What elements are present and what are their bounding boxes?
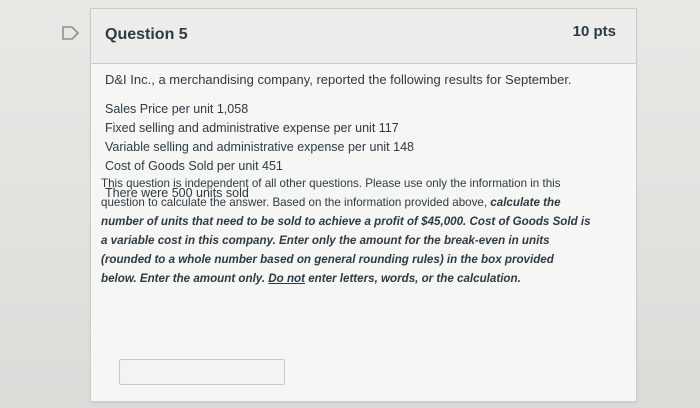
flag-question-icon[interactable] bbox=[62, 25, 80, 41]
question-header bbox=[91, 9, 636, 64]
facts-list bbox=[105, 100, 618, 176]
units-sold-text: There were 500 units sold bbox=[105, 186, 249, 200]
question-intro: D&I Inc., a merchandising company, reported the following results for September. bbox=[105, 72, 572, 87]
instructions-do-not: Do not bbox=[268, 272, 305, 285]
question-title: Question 5 bbox=[105, 26, 188, 43]
question-card bbox=[90, 8, 637, 402]
instructions-plain: This question is independent of all other questions. Please use only the information in this question to calculate the answer. Based on the information provided above, bbox=[101, 177, 561, 209]
answer-input[interactable] bbox=[119, 359, 285, 385]
fact-cogs: Cost of Goods Sold per unit 451 bbox=[105, 159, 283, 173]
question-points: 10 pts bbox=[572, 23, 616, 40]
fact-fixed-expense: Fixed selling and administrative expense per unit 117 bbox=[105, 121, 399, 135]
fact-variable-expense: Variable selling and administrative expense per unit 148 bbox=[105, 140, 414, 154]
instructions-emphasis: calculate the number of units that need to be sold to achieve a profit of $45,000. Cost of Goods Sold is a variable cost in this company. Enter only the amount for the break-even in units (rounded to a whole number based on general rounding rules) in the box provided below. Enter the amount only. bbox=[101, 196, 591, 285]
fact-sales-price: Sales Price per unit 1,058 bbox=[105, 102, 249, 116]
instructions-tail: enter letters, words, or the calculation. bbox=[304, 272, 521, 285]
question-instructions bbox=[101, 174, 591, 288]
